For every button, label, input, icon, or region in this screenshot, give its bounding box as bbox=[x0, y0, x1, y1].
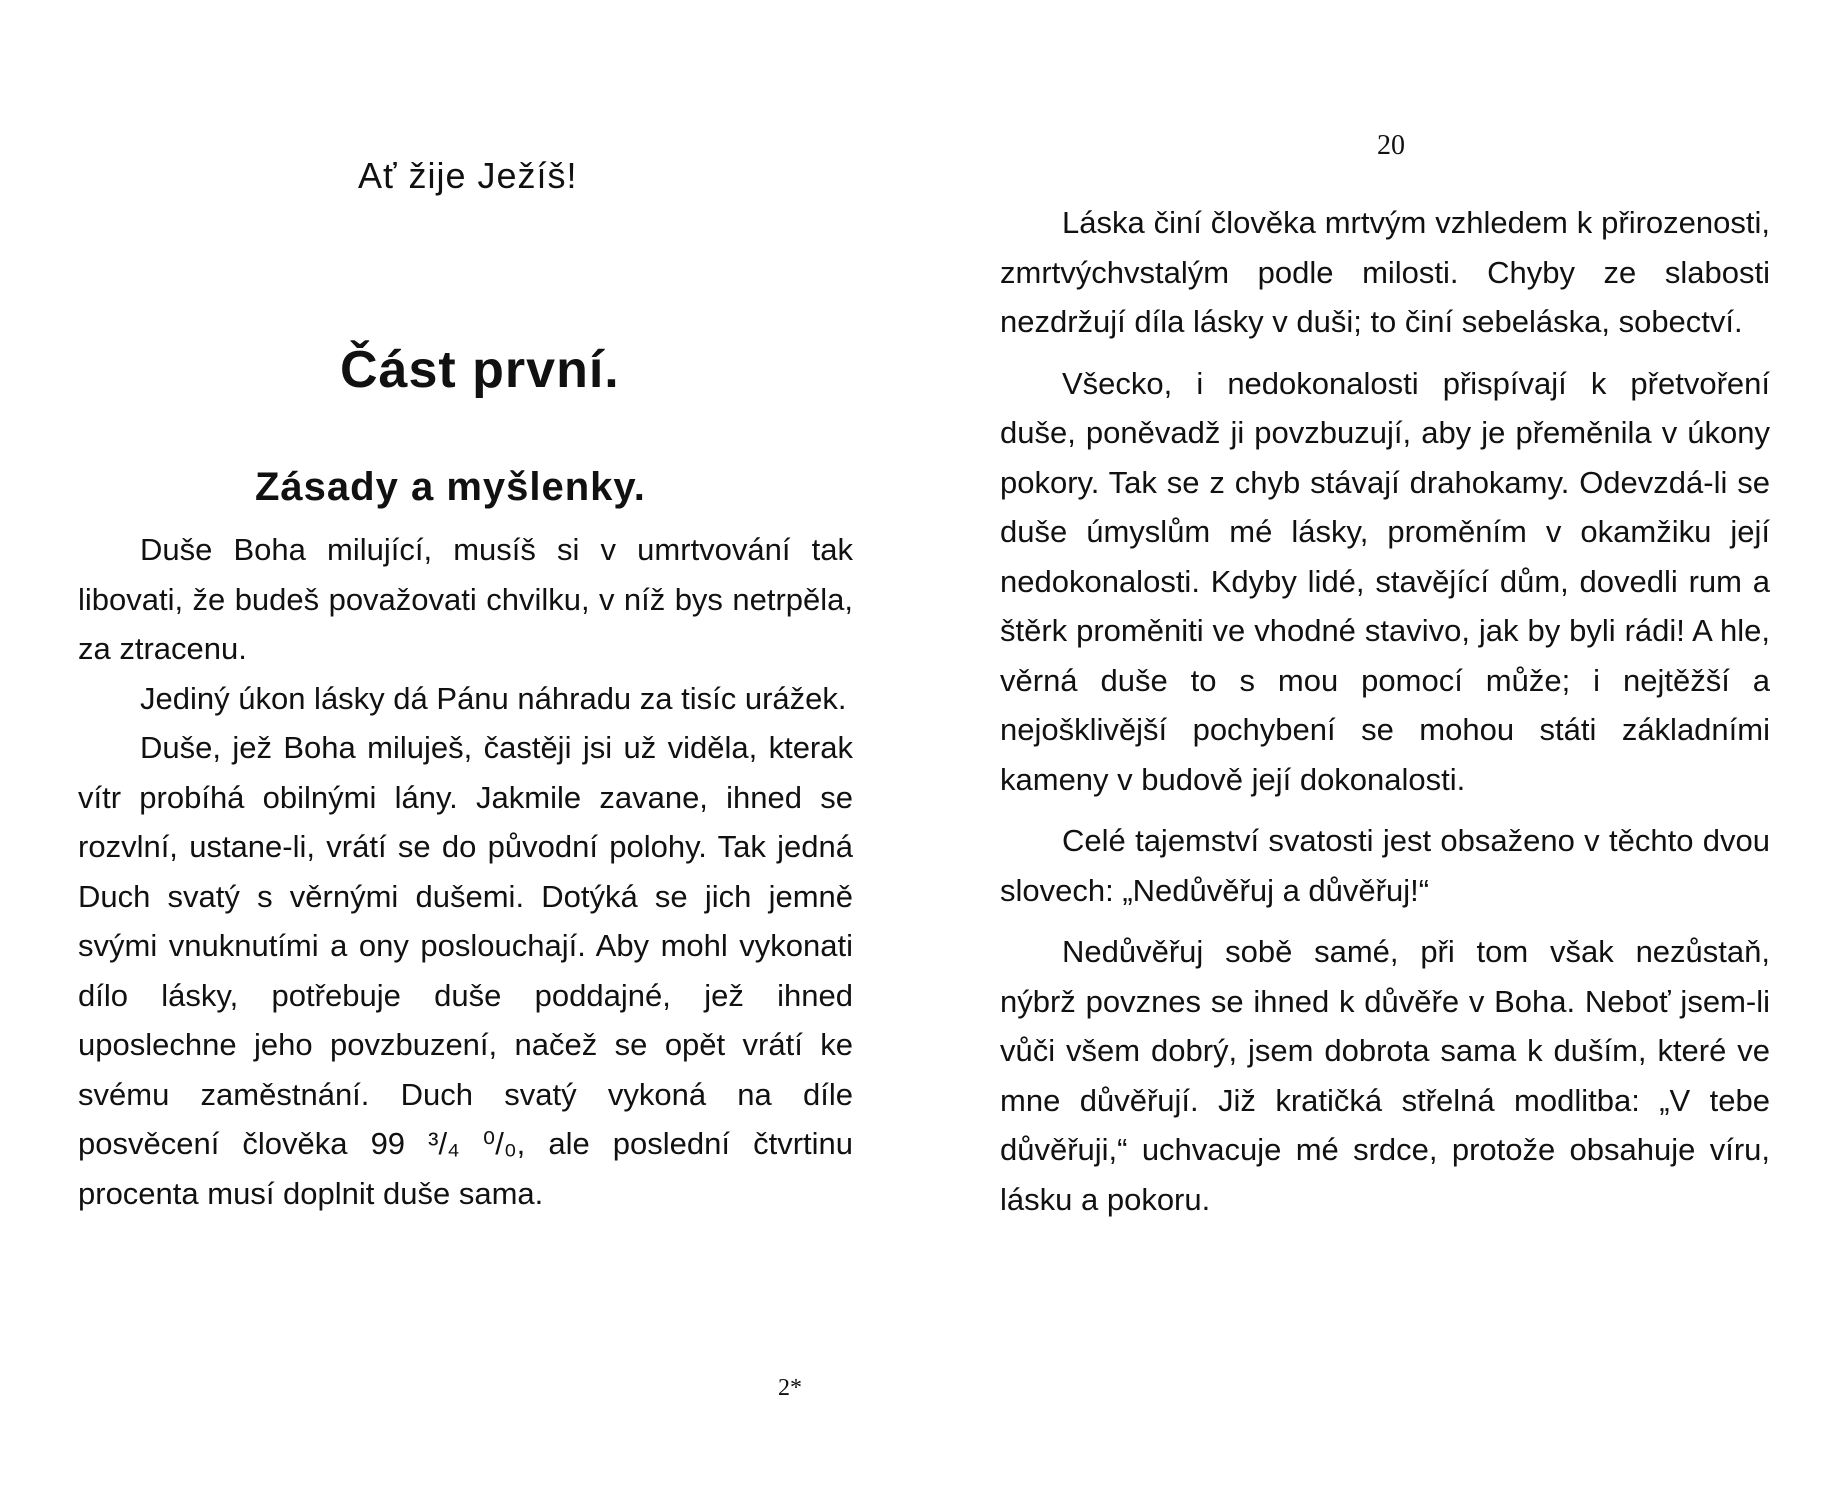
part-title: Část první. bbox=[340, 340, 620, 399]
motto-heading: Ať žije Ježíš! bbox=[358, 155, 578, 196]
section-title: Zásady a myšlenky. bbox=[255, 465, 646, 510]
paragraph-ukon-lasky: Jediný úkon lásky dá Pánu náhradu za tisíc urážek. bbox=[140, 680, 847, 716]
paragraph-tajemstvi: Celé tajemství svatosti jest obsaženo v těchto dvou slovech: „Nedůvěřuj a důvěřuj!“ bbox=[1000, 823, 1770, 908]
page-number: 20 bbox=[1377, 130, 1405, 161]
left-page-body bbox=[78, 525, 853, 1218]
paragraph-umrtvovani: Duše Boha milující, musíš si v umrtvování tak libovati, že budeš považovati chvilku, v níž bys netrpěla, za ztracenu. bbox=[78, 532, 853, 666]
paragraph-vsecko: Všecko, i nedokonalosti přispívají k přetvoření duše, poněvadž ji povzbuzují, aby je přeměnila v úkony pokory. Tak se z chyb stávají drahokamy. Odevzdá-li se duše úmyslům mé lásky, proměním v okamžiku její nedokonalosti. Kdyby lidé, stavějící dům, dovedli rum a štěrk proměniti ve vhodné stavivo, jak by byli rádi! A hle, věrná duše to s mou pomocí může; i nejtěžší a nejošklivější pochybení se mohou státi základními kameny v budově její dokonalosti. bbox=[1000, 365, 1770, 797]
signature-mark: 2* bbox=[778, 1375, 802, 1401]
paragraph-laska: Láska činí člověka mrtvým vzhledem k přirozenosti, zmrtvýchvstalým podle milosti. Chyby ze slabosti nezdržují díla lásky v duši; to činí sebeláska, sobectví. bbox=[1000, 205, 1770, 339]
right-page bbox=[922, 0, 1844, 1500]
paragraph-duch-svaty: Duše, jež Boha miluješ, častěji jsi už viděla, kterak vítr probíhá obilnými lány. Jakmile zavane, ihned se rozvlní, ustane-li, vrátí se do původní polohy. Tak jedná Duch svatý s věrnými dušemi. Dotýká se jich jemně svými vnuknutími a ony poslouchají. Aby mohl vykonati dílo lásky, potřebuje duše poddajné, jež ihned uposlechne jeho povzbuzení, načež se opět vrátí ke svému zaměstnání. Duch svatý vykoná na díle posvěcení člověka 99 ³/₄ ⁰/₀, ale poslední čtvrtinu procenta musí doplnit duše sama. bbox=[78, 730, 853, 1211]
right-page-body bbox=[1000, 198, 1770, 1224]
paragraph-neduveruj: Nedůvěřuj sobě samé, při tom však nezůstaň, nýbrž povznes se ihned k důvěře v Boha. Neboť jsem-li vůči všem dobrý, jsem dobrota sama k duším, které ve mne důvěřují. Již kratičká střelná modlitba: „V tebe důvěřuji,“ uchvacuje mé srdce, protože obsahuje víru, lásku a pokoru. bbox=[1000, 934, 1770, 1217]
